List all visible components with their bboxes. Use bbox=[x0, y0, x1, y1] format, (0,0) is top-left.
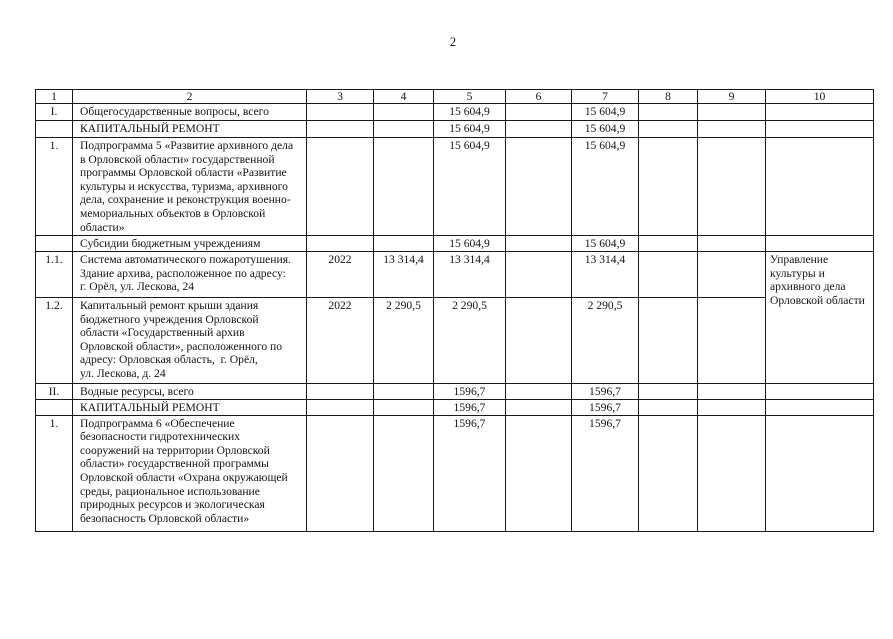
empty-cell bbox=[506, 236, 572, 252]
table-row bbox=[36, 384, 874, 400]
table-row bbox=[36, 298, 874, 384]
row-number-cell: 1. bbox=[36, 415, 73, 531]
empty-cell bbox=[698, 121, 766, 138]
table-body bbox=[36, 90, 874, 532]
value-cell: 2 290,5 bbox=[572, 298, 639, 384]
empty-cell bbox=[307, 384, 374, 400]
year-cell: 2022 bbox=[307, 252, 374, 298]
empty-cell bbox=[766, 104, 874, 121]
value-cell: 15 604,9 bbox=[434, 236, 506, 252]
empty-cell bbox=[307, 121, 374, 138]
value-cell: 1596,7 bbox=[434, 399, 506, 415]
empty-cell bbox=[698, 252, 766, 298]
value-cell: 13 314,4 bbox=[434, 252, 506, 298]
empty-cell bbox=[374, 384, 434, 400]
item-name-cell: КАПИТАЛЬНЫЙ РЕМОНТ bbox=[73, 121, 307, 138]
table-row bbox=[36, 236, 874, 252]
value-cell: 15 604,9 bbox=[572, 138, 639, 236]
empty-cell bbox=[639, 415, 698, 531]
column-header: 3 bbox=[307, 90, 374, 104]
empty-cell bbox=[698, 138, 766, 236]
item-name-cell: Система автоматического пожаротушения. Здание архива, расположенное по адресу: г. Орёл, ул. Лескова, 24 bbox=[73, 252, 307, 298]
empty-cell bbox=[766, 236, 874, 252]
value-cell: 15 604,9 bbox=[434, 121, 506, 138]
empty-cell bbox=[506, 415, 572, 531]
column-header: 10 bbox=[766, 90, 874, 104]
table-row bbox=[36, 138, 874, 236]
value-cell: 15 604,9 bbox=[572, 121, 639, 138]
row-number-cell bbox=[36, 121, 73, 138]
row-number-cell bbox=[36, 399, 73, 415]
row-number-cell: 1. bbox=[36, 138, 73, 236]
value-cell: 15 604,9 bbox=[434, 104, 506, 121]
empty-cell bbox=[374, 104, 434, 121]
column-header: 1 bbox=[36, 90, 73, 104]
empty-cell bbox=[639, 138, 698, 236]
value-cell: 2 290,5 bbox=[374, 298, 434, 384]
column-number-row bbox=[36, 90, 874, 104]
item-name-cell: Субсидии бюджетным учреждениям bbox=[73, 236, 307, 252]
value-cell: 13 314,4 bbox=[572, 252, 639, 298]
responsible-body-cell: Управление культуры и архивного дела Орловской области bbox=[766, 252, 874, 384]
empty-cell bbox=[766, 415, 874, 531]
empty-cell bbox=[639, 104, 698, 121]
column-header: 6 bbox=[506, 90, 572, 104]
row-number-cell: I. bbox=[36, 104, 73, 121]
empty-cell bbox=[307, 415, 374, 531]
row-number-cell: 1.1. bbox=[36, 252, 73, 298]
empty-cell bbox=[307, 104, 374, 121]
empty-cell bbox=[698, 384, 766, 400]
empty-cell bbox=[506, 104, 572, 121]
empty-cell bbox=[698, 236, 766, 252]
table-row bbox=[36, 104, 874, 121]
row-number-cell: 1.2. bbox=[36, 298, 73, 384]
table-row bbox=[36, 415, 874, 531]
value-cell: 1596,7 bbox=[434, 415, 506, 531]
empty-cell bbox=[307, 399, 374, 415]
item-name-cell: Водные ресурсы, всего bbox=[73, 384, 307, 400]
column-header: 8 bbox=[639, 90, 698, 104]
budget-table bbox=[35, 89, 874, 532]
table-row bbox=[36, 399, 874, 415]
value-cell: 2 290,5 bbox=[434, 298, 506, 384]
row-number-cell: II. bbox=[36, 384, 73, 400]
year-cell: 2022 bbox=[307, 298, 374, 384]
item-name-cell: Общегосударственные вопросы, всего bbox=[73, 104, 307, 121]
empty-cell bbox=[766, 138, 874, 236]
column-header: 4 bbox=[374, 90, 434, 104]
value-cell: 1596,7 bbox=[434, 384, 506, 400]
empty-cell bbox=[374, 121, 434, 138]
value-cell: 1596,7 bbox=[572, 415, 639, 531]
empty-cell bbox=[698, 104, 766, 121]
column-header: 5 bbox=[434, 90, 506, 104]
empty-cell bbox=[639, 298, 698, 384]
empty-cell bbox=[766, 399, 874, 415]
empty-cell bbox=[639, 121, 698, 138]
empty-cell bbox=[698, 399, 766, 415]
item-name-cell: КАПИТАЛЬНЫЙ РЕМОНТ bbox=[73, 399, 307, 415]
empty-cell bbox=[639, 236, 698, 252]
empty-cell bbox=[374, 415, 434, 531]
column-header: 7 bbox=[572, 90, 639, 104]
empty-cell bbox=[506, 384, 572, 400]
table-row bbox=[36, 252, 874, 298]
row-number-cell bbox=[36, 236, 73, 252]
empty-cell bbox=[766, 384, 874, 400]
value-cell: 13 314,4 bbox=[374, 252, 434, 298]
value-cell: 15 604,9 bbox=[572, 104, 639, 121]
value-cell: 1596,7 bbox=[572, 384, 639, 400]
empty-cell bbox=[506, 399, 572, 415]
value-cell: 15 604,9 bbox=[434, 138, 506, 236]
empty-cell bbox=[766, 121, 874, 138]
value-cell: 15 604,9 bbox=[572, 236, 639, 252]
empty-cell bbox=[506, 138, 572, 236]
item-name-cell: Подпрограмма 5 «Развитие архивного дела в Орловской области» государственной программы Орловской области «Развитие культуры и искусства, туризма, архивного дела, сохранение и реконструкция военно- мемориальных объектов в Орловской области» bbox=[73, 138, 307, 236]
empty-cell bbox=[374, 236, 434, 252]
empty-cell bbox=[307, 236, 374, 252]
item-name-cell: Подпрограмма 6 «Обеспечение безопасности гидротехнических сооружений на территории Орловской области» государственной программы Орловской области «Охрана окружающей среды, рациональное использование природных ресурсов и экологическая безопасность Орловской области» bbox=[73, 415, 307, 531]
value-cell: 1596,7 bbox=[572, 399, 639, 415]
column-header: 9 bbox=[698, 90, 766, 104]
empty-cell bbox=[374, 138, 434, 236]
empty-cell bbox=[639, 252, 698, 298]
empty-cell bbox=[506, 298, 572, 384]
item-name-cell: Капитальный ремонт крыши здания бюджетного учреждения Орловской области «Государственный архив Орловской области», расположенного по адресу: Орловская область, г. Орёл, ул. Лескова, д. 24 bbox=[73, 298, 307, 384]
empty-cell bbox=[307, 138, 374, 236]
empty-cell bbox=[506, 121, 572, 138]
table-row bbox=[36, 121, 874, 138]
empty-cell bbox=[639, 399, 698, 415]
empty-cell bbox=[698, 415, 766, 531]
page-number: 2 bbox=[449, 35, 457, 49]
empty-cell bbox=[506, 252, 572, 298]
empty-cell bbox=[698, 298, 766, 384]
empty-cell bbox=[374, 399, 434, 415]
column-header: 2 bbox=[73, 90, 307, 104]
empty-cell bbox=[639, 384, 698, 400]
